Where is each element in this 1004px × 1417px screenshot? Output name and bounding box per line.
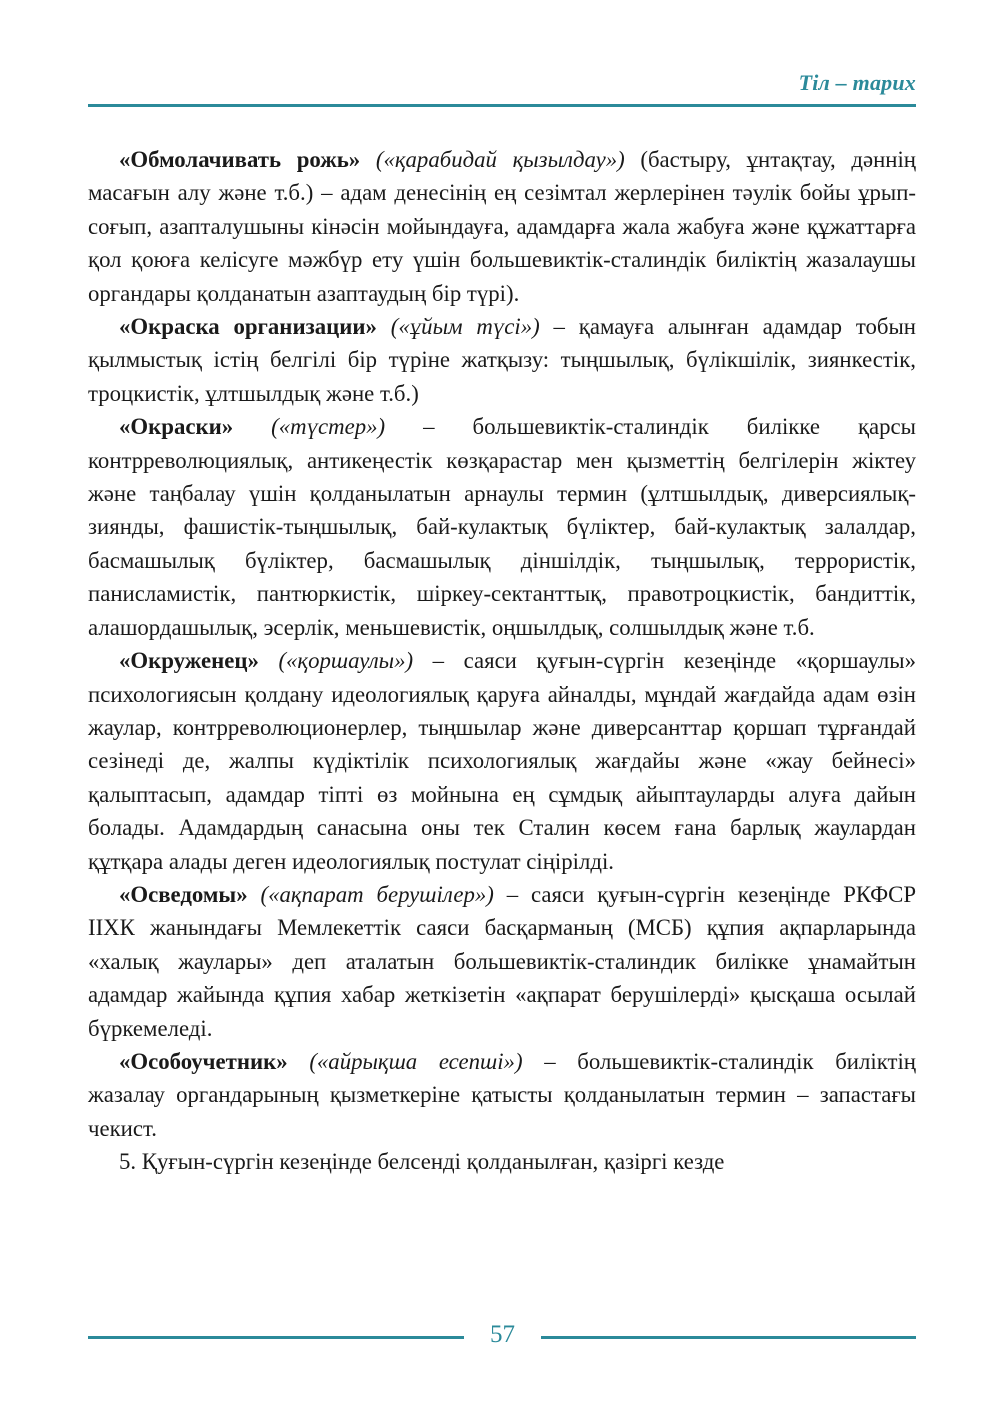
glossary-entry <box>88 644 916 878</box>
entry-definition: (бастыру, ұнтақтау, дәннің масағын алу және т.б.) – адам денесінің ең сезімтал жерлерінен тәулік бойы ұрып-соғып, азапталушыны кінәсін мойындауға, адамдарға жала жабуға және құжаттарға қол қоюға келісуге мәжбүр ету үшін большевиктік-сталиндік биліктің жазалаушы органдары қолданатын азаптаудың бір түрі). <box>88 147 917 306</box>
entry-definition: – саяси қуғын-сүргін кезеңінде РКФСР ІІХК жанындағы Мемлекеттік саяси басқарманың (МСБ) құпия ақпарларында «халық жаулары» деп аталатын большевиктік-сталиндик билікке ұнамайтын адамдар жайында құпия хабар жеткізетін «ақпарат берушілерді» қысқаша осылай бүркемеледі. <box>88 881 916 1041</box>
running-title: Тіл – тарих <box>798 70 916 95</box>
entry-term: «Окраски» <box>119 414 234 440</box>
entry-term: «Особоучетник» <box>119 1048 288 1074</box>
page-number: 57 <box>490 1321 515 1348</box>
entry-translation: («айрықша есепші») <box>309 1048 523 1074</box>
entry-translation: («қоршаулы») <box>278 648 414 674</box>
footer-rule-right <box>541 1336 916 1339</box>
entry-definition: – саяси қуғын-сүргін кезеңінде «қоршаулы» психологиясын қолдану идеологиялық қаруға айналды, мұндай жағдайда адам өзін жаулар, контрреволюционерлер, тыңшылар және диверсанттар қоршап тұрғандай сезінеді де, жалпы күдіктілік психологиялық жағдайы және «жау бейнесі» қалыптасып, адамдар тіпті өз мойнына ең сұмдық айыптауларды алуға дайын болады. Адамдардың санасына оны тек Сталин көсем ғана барлық жаулардан құтқара алады деген идеологиялық постулат сіңірілді. <box>88 648 916 874</box>
glossary-entry <box>88 1045 916 1145</box>
entry-definition: – қамауға алынған адамдар тобын қылмыстық істің белгілі бір түріне жатқызу: тыңшылық, бүлікшілік, зиянкестік, троцкистік, ұлтшылдық және т.б.) <box>88 314 917 406</box>
entry-translation: («ұйым түсі») <box>390 314 540 340</box>
entry-definition: – большевиктік-сталиндік билікке қарсы контрреволюциялық, антикеңестік көзқарастар мен қызметтің белгілерін жіктеу және таңбалау үшін қолданылатын арнаулы термин (ұлтшылдық, диверсиялық-зиянды, фашистік-тыңшылық, бай-кулактық бүліктер, бай-кулактық залалдар, басмашылық бүліктер, басмашылық діншілдік, тыңшылық, террористік, панисламистік, пантюркистік, шіркеу-сектанттық, правотроцкистік, бандиттік, алашордашылық, эсерлік, меньшевистік, оңшылдық, солшылдық және т.б. <box>88 414 916 640</box>
glossary-entry <box>88 878 916 1045</box>
header-rule <box>88 104 916 107</box>
glossary-entry <box>88 310 916 410</box>
entry-term: «Окраска организации» <box>119 314 377 340</box>
entry-term: «Осведомы» <box>119 881 248 907</box>
paragraph-text: 5. Қуғын-сүргін кезеңінде белсенді қолданылған, қазіргі кезде <box>119 1149 725 1175</box>
entry-translation: («қарабидай қызылдау») <box>375 147 625 172</box>
glossary-entry <box>88 410 916 644</box>
entry-term: «Окруженец» <box>119 648 259 674</box>
numbered-paragraph <box>88 1145 916 1178</box>
page-body <box>88 143 916 1179</box>
entry-term: «Обмолачивать рожь» <box>119 147 361 172</box>
entry-translation: («түстер») <box>271 414 386 440</box>
glossary-entry <box>88 143 916 310</box>
entry-translation: («ақпарат берушілер») <box>260 881 494 907</box>
footer-rule-left <box>88 1336 464 1339</box>
entry-definition: – большевиктік-сталиндік биліктің жазалау органдарының қызметкеріне қатысты қолданылатын термин – запастағы чекист. <box>88 1048 916 1141</box>
